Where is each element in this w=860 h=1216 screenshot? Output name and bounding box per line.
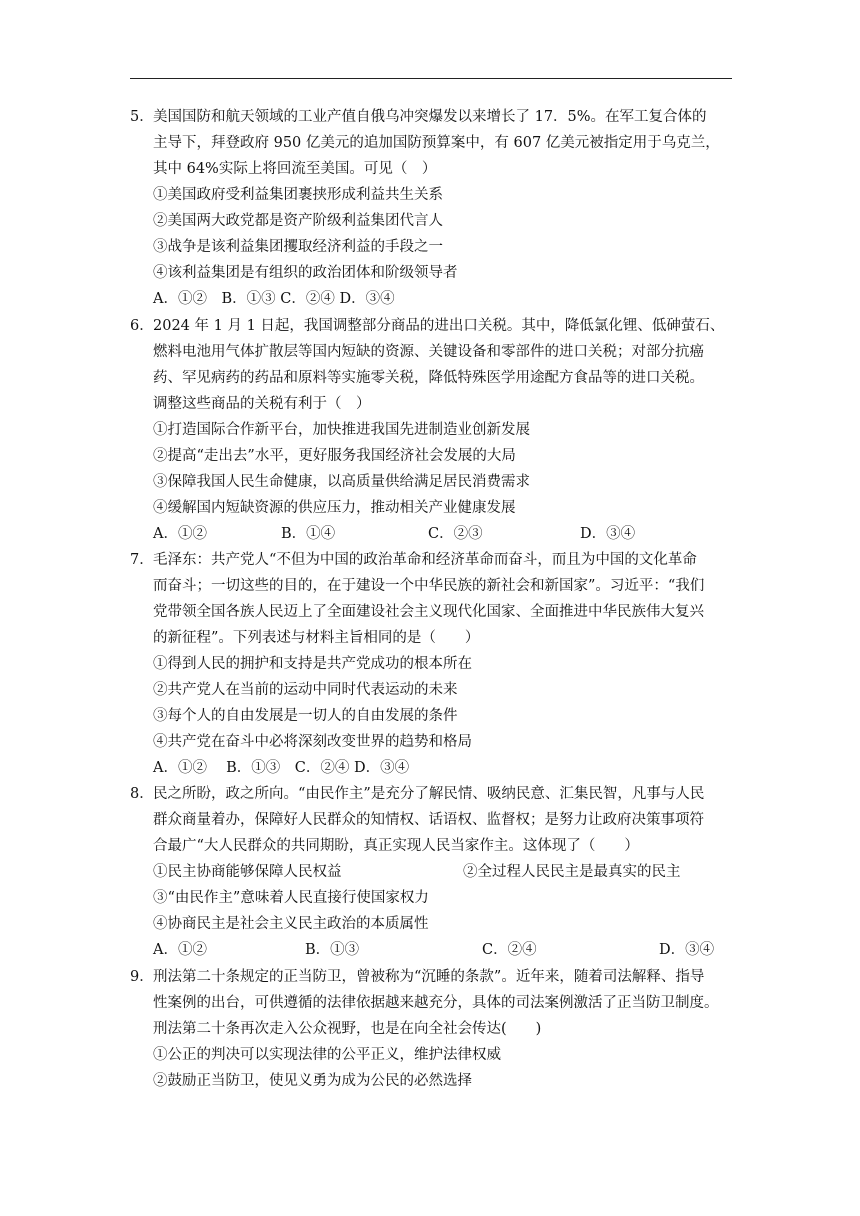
statement-4: ④共产党在奋斗中必将深刻改变世界的趋势和格局 — [153, 734, 472, 750]
option-d: D．③④ — [580, 526, 636, 542]
question-text-line: 美国国防和航天领域的工业产值自俄乌冲突爆发以来增长了 17．5%。在军工复合体的 — [153, 109, 707, 125]
statement-2: ②全过程人民民主是最真实的民主 — [463, 864, 681, 880]
question-text-line: 群众商量着办，保障好人民群众的知情权、话语权、监督权；是努力让政府决策事项符 — [153, 812, 704, 828]
statement-1: ①民主协商能够保障人民权益 — [153, 864, 342, 880]
option-d: D．③④ — [659, 942, 715, 958]
answer-options: A．①② B．①③ C．②④ D．③④ — [153, 760, 410, 776]
question-text-line: 主导下，拜登政府 950 亿美元的追加国防预算案中，有 607 亿美元被指定用于乌克兰， — [153, 135, 720, 151]
question-text-line: 其中 64%实际上将回流至美国。可见（ ） — [153, 161, 437, 177]
question-number: 7． — [130, 552, 154, 568]
statement-2: ②共产党人在当前的运动中同时代表运动的未来 — [153, 682, 458, 698]
statement-3: ③战争是该利益集团攫取经济利益的手段之一 — [153, 239, 443, 255]
statement-1: ①公正的判决可以实现法律的公平正义，维护法律权威 — [153, 1047, 501, 1063]
answer-options: A．①② B．①③ C．②④ D．③④ — [153, 291, 395, 307]
question-text-line: 民之所盼，政之所向。“由民作主”是充分了解民情、吸纳民意、汇集民智，凡事与人民 — [153, 786, 705, 802]
statement-3: ③每个人的自由发展是一切人的自由发展的条件 — [153, 708, 458, 724]
question-text-line: 2024 年 1 月 1 日起，我国调整部分商品的进出口关税。其中，降低氯化锂、低砷萤石、 — [153, 318, 725, 334]
statement-2: ②提高“走出去”水平，更好服务我国经济社会发展的大局 — [153, 448, 516, 464]
question-text-line: 刑法第二十条规定的正当防卫，曾被称为“沉睡的条款”。近年来，随着司法解释、指导 — [153, 969, 705, 985]
question-text-line: 药、罕见病药的药品和原料等实施零关税，降低特殊医学用途配方食品等的进口关税。 — [153, 370, 704, 386]
question-number: 5． — [130, 109, 154, 125]
option-c: C．②④ — [482, 942, 537, 958]
question-text-line: 刑法第二十条再次走入公众视野，也是在向全社会传达( ) — [153, 1021, 542, 1037]
question-text-line: 毛泽东：共产党人“不但为中国的政治革命和经济革命而奋斗，而且为中国的文化革命 — [153, 552, 697, 568]
statement-1: ①得到人民的拥护和支持是共产党成功的根本所在 — [153, 656, 472, 672]
option-b: B．①④ — [281, 526, 336, 542]
statement-3: ③“由民作主”意味着人民直接行使国家权力 — [153, 890, 429, 906]
statement-4: ④该利益集团是有组织的政治团体和阶级领导者 — [153, 265, 458, 281]
question-text-line: 的新征程”。下列表述与材料主旨相同的是（ ） — [153, 630, 480, 646]
statement-4: ④缓解国内短缺资源的供应压力，推动相关产业健康发展 — [153, 500, 516, 516]
question-text-line: 而奋斗；一切这些的目的，在于建设一个中华民族的新社会和新国家”。习近平：“我们 — [153, 578, 705, 594]
question-number: 6． — [130, 318, 154, 334]
statement-1: ①打造国际合作新平台，加快推进我国先进制造业创新发展 — [153, 422, 530, 438]
question-text-line: 性案例的出台，可供遵循的法律依据越来越充分，具体的司法案例激活了正当防卫制度。 — [153, 995, 719, 1011]
option-a: A．①② — [153, 942, 207, 958]
option-a: A．①② — [153, 526, 207, 542]
question-number: 9． — [130, 969, 154, 985]
question-number: 8． — [130, 786, 154, 802]
statement-2: ②美国两大政党都是资产阶级利益集团代言人 — [153, 213, 443, 229]
option-c: C．②③ — [428, 526, 483, 542]
statement-2: ②鼓励正当防卫，使见义勇为成为公民的必然选择 — [153, 1073, 472, 1089]
option-b: B．①③ — [305, 942, 360, 958]
statement-4: ④协商民主是社会主义民主政治的本质属性 — [153, 916, 429, 932]
statement-3: ③保障我国人民生命健康，以高质量供给满足居民消费需求 — [153, 474, 530, 490]
question-text-line: 党带领全国各族人民迈上了全面建设社会主义现代化国家、全面推进中华民族伟大复兴 — [153, 604, 704, 620]
question-text-line: 合最广“大人民群众的共同期盼，真正实现人民当家作主。这体现了（ ） — [153, 838, 639, 854]
statement-1: ①美国政府受利益集团裹挟形成利益共生关系 — [153, 187, 443, 203]
header-rule — [130, 78, 732, 79]
question-text-line: 燃料电池用气体扩散层等国内短缺的资源、关键设备和零部件的进口关税；对部分抗癌 — [153, 344, 704, 360]
question-text-line: 调整这些商品的关税有利于（ ） — [153, 396, 371, 412]
